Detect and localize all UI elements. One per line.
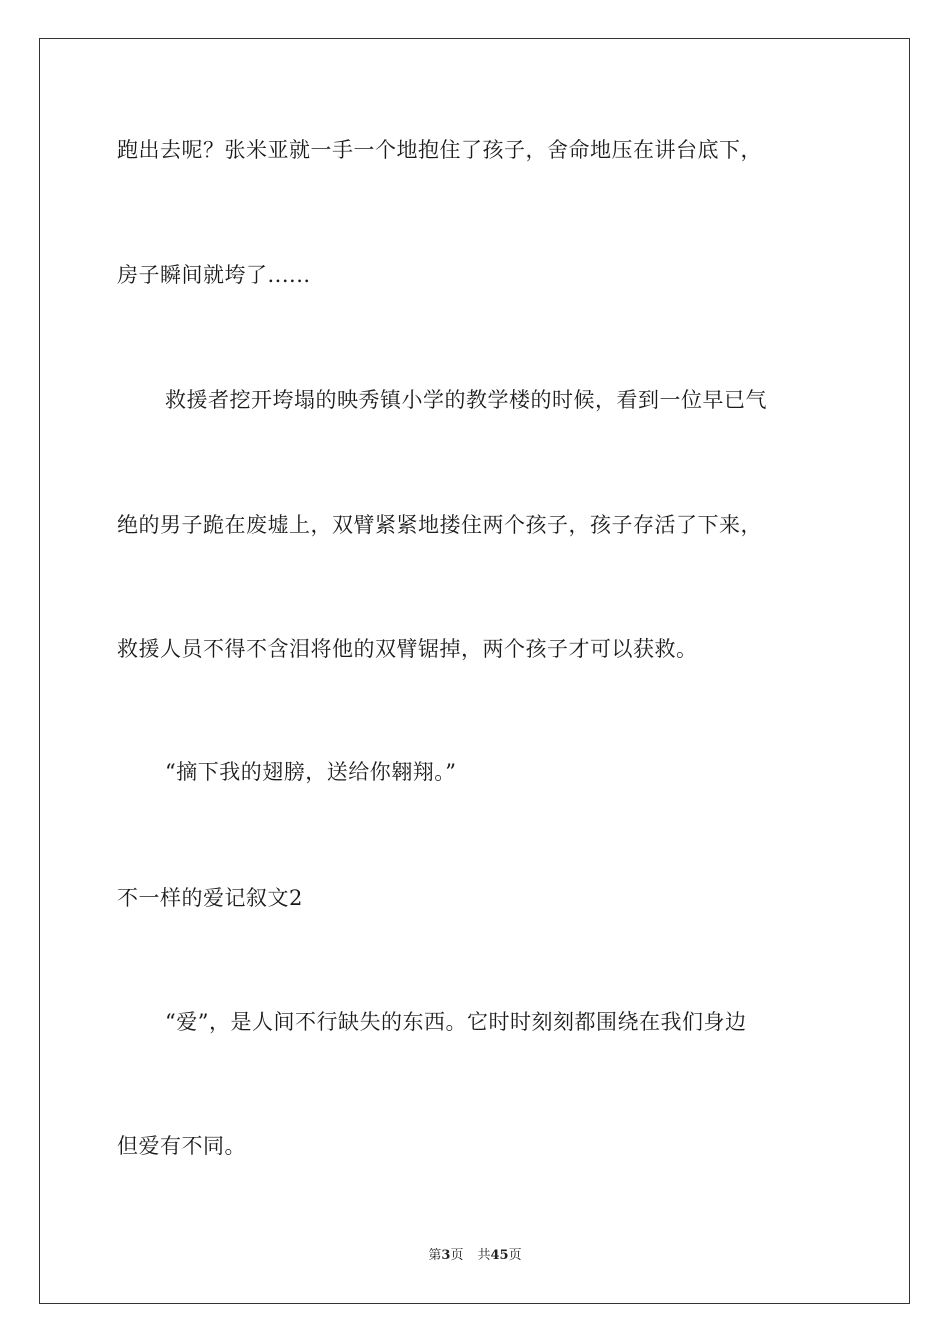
paragraph-line: 绝的男子跪在废墟上，双臂紧紧地搂住两个孩子，孩子存活了下来，: [117, 513, 762, 537]
paragraph-line: 救援者挖开垮塌的映秀镇小学的教学楼的时候，看到一位早已气: [165, 388, 767, 412]
page-frame: [39, 38, 910, 1304]
section-heading: 不一样的爱记叙文2: [117, 886, 303, 910]
total-prefix: 共: [477, 1248, 491, 1263]
page-number: 3: [441, 1248, 451, 1263]
page-suffix: 页: [450, 1248, 464, 1263]
paragraph-line: 房子瞬间就垮了......: [117, 263, 311, 287]
page-prefix: 第: [428, 1248, 442, 1263]
quote-line: “摘下我的翅膀，送给你翱翔。”: [165, 760, 457, 784]
total-pages: 45: [490, 1248, 509, 1263]
paragraph-line: 跑出去呢？张米亚就一手一个地抱住了孩子，舍命地压在讲台底下，: [117, 138, 762, 162]
total-suffix: 页: [508, 1248, 522, 1263]
page-footer: [0, 1248, 950, 1264]
paragraph-line: “爱”，是人间不行缺失的东西。它时时刻刻都围绕在我们身边: [165, 1010, 747, 1034]
paragraph-line: 但爱有不同。: [117, 1134, 246, 1158]
paragraph-line: 救援人员不得不含泪将他的双臂锯掉，两个孩子才可以获救。: [117, 637, 698, 661]
